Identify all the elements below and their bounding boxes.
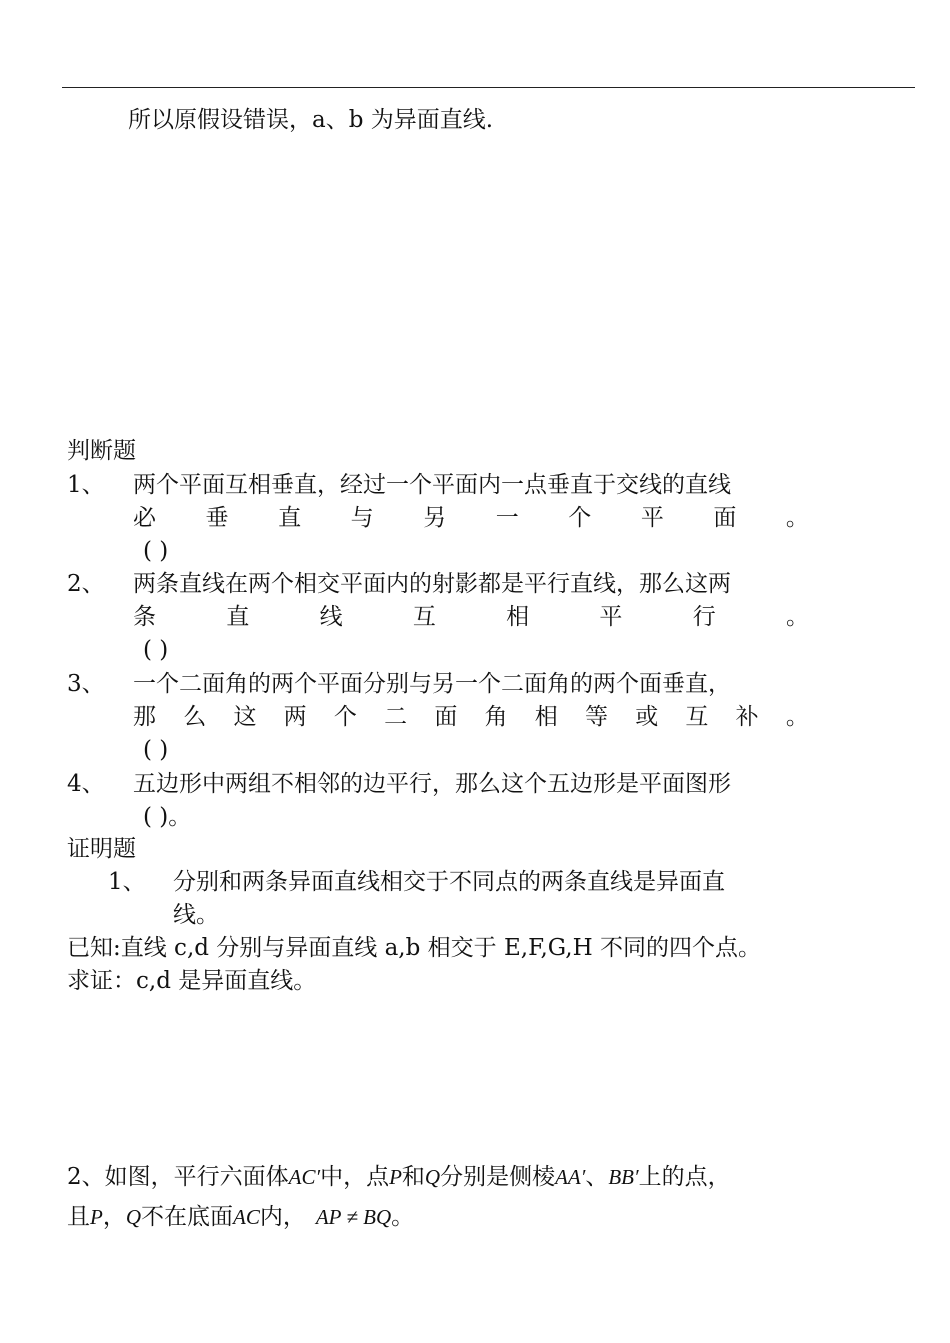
proof-1-given: 已知:直线 c,d 分别与异面直线 a,b 相交于 E,F,G,H 不同的四个点。: [67, 935, 761, 961]
text: 上的点，: [638, 1164, 731, 1190]
char: 。: [785, 505, 809, 531]
text: 2、如图，平行六面体: [67, 1164, 289, 1190]
proof-1-prove: 求证：c,d 是异面直线。: [67, 968, 317, 994]
math-symbol: P: [90, 1205, 103, 1229]
header-rule: [62, 87, 915, 88]
char: 平: [599, 604, 623, 630]
proof-heading: 证明题: [67, 836, 136, 862]
text: 、: [585, 1164, 609, 1190]
math-symbol: AC: [233, 1205, 260, 1229]
char: 两: [283, 704, 307, 730]
math-symbol: AC′: [288, 1165, 321, 1189]
text: ，: [102, 1204, 126, 1230]
math-symbol: Q: [424, 1165, 441, 1189]
char: 二: [384, 704, 408, 730]
char: 直: [226, 604, 250, 630]
judge-item-3-spread-line: [133, 706, 809, 729]
proof-1-statement-cont: 线。: [173, 902, 219, 928]
text: 不在底面: [141, 1204, 233, 1230]
char: 与: [350, 505, 374, 531]
math-symbol: BB′: [608, 1165, 639, 1189]
char: 。: [785, 604, 809, 630]
char: 那: [133, 704, 156, 730]
judge-item-1-text: 两个平面互相垂直，经过一个平面内一点垂直于交线的直线: [133, 472, 731, 498]
char: 垂: [205, 505, 229, 531]
char: 必: [133, 505, 156, 531]
judge-item-4-number: 4、: [67, 771, 105, 797]
proof-2-line-2: [67, 1206, 414, 1229]
math-symbol: AA′: [555, 1165, 586, 1189]
char: 一: [495, 505, 519, 531]
char: 面: [713, 505, 737, 531]
char: 。: [785, 704, 809, 730]
text: 和: [401, 1164, 425, 1190]
judge-item-2-text: 两条直线在两个相交平面内的射影都是平行直线，那么这两: [133, 571, 731, 597]
judge-item-2-answer-blank: ( ): [143, 637, 169, 663]
char: 另: [423, 505, 447, 531]
char: 线: [319, 604, 343, 630]
char: 面: [434, 704, 458, 730]
proof-1-statement: 分别和两条异面直线相交于不同点的两条直线是异面直: [173, 869, 725, 895]
char: 这: [233, 704, 257, 730]
char: 互: [685, 704, 709, 730]
judge-item-1-spread-line: [133, 507, 809, 530]
char: 条: [133, 604, 156, 630]
char: 个: [568, 505, 592, 531]
judge-item-2-spread-line: [133, 606, 809, 629]
char: 平: [640, 505, 664, 531]
proof-2-line-1: [67, 1166, 731, 1189]
text: 内，: [259, 1204, 306, 1230]
char: 个: [333, 704, 357, 730]
math-symbol: AP ≠ BQ: [315, 1205, 392, 1229]
char: 等: [584, 704, 608, 730]
char: 补: [735, 704, 759, 730]
text: 中，点: [320, 1164, 390, 1190]
judge-item-1-number: 1、: [67, 472, 105, 498]
judge-item-3-answer-blank: ( ): [143, 737, 169, 763]
char: 互: [412, 604, 436, 630]
char: 行: [692, 604, 716, 630]
conclusion-line: 所以原假设错误，a、b 为异面直线.: [128, 107, 494, 133]
text: 。: [391, 1204, 415, 1230]
char: 么: [183, 704, 207, 730]
judge-heading: 判断题: [67, 438, 136, 464]
text: 分别是侧棱: [440, 1164, 556, 1190]
judge-item-2-number: 2、: [67, 571, 105, 597]
char: 相: [534, 704, 558, 730]
char: 角: [484, 704, 508, 730]
char: 相: [506, 604, 530, 630]
char: 或: [635, 704, 659, 730]
char: 直: [278, 505, 302, 531]
math-symbol: Q: [125, 1205, 141, 1229]
math-symbol: P: [389, 1165, 402, 1189]
judge-item-1-answer-blank: ( ): [143, 538, 169, 564]
judge-item-3-text: 一个二面角的两个平面分别与另一个二面角的两个面垂直，: [133, 671, 731, 697]
proof-1-number: 1、: [108, 869, 146, 895]
judge-item-4-text: 五边形中两组不相邻的边平行，那么这个五边形是平面图形: [133, 771, 731, 797]
text: 且: [67, 1204, 90, 1230]
judge-item-4-answer-blank: ( )。: [143, 804, 192, 830]
judge-item-3-number: 3、: [67, 671, 105, 697]
